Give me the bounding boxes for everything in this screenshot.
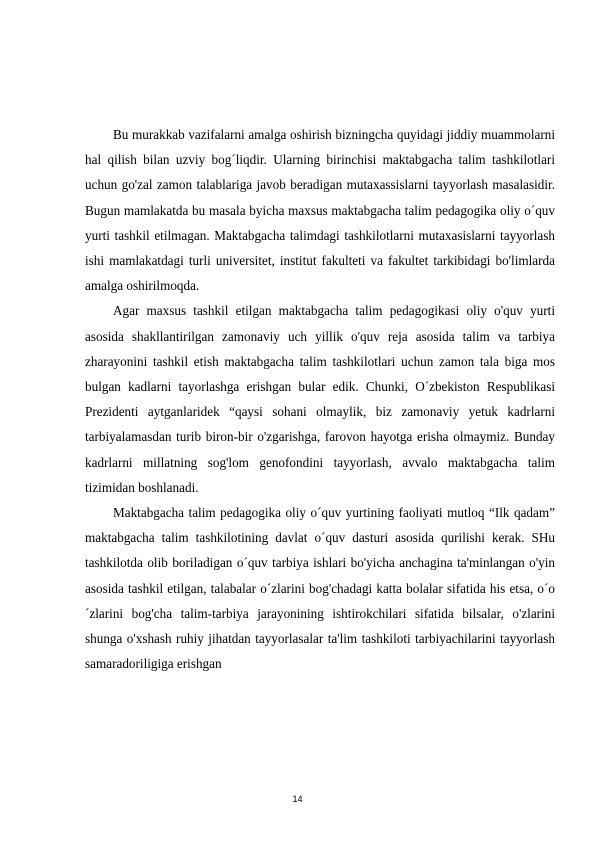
paragraph-3: Maktabgacha talim pedagogika oliy o´quv yurtining faoliyati mutloq “Ilk qadam” maktabgacha talim tashkilotining davlat o´quv dasturi asosida qurilishi kerak. SHu tashkilotda olib boriladigan o´quv tarbiya ishlari bo'yicha anchagina ta'minlangan o'yin asosida tashkil etilgan, talabalar o´zlarini bog'chadagi katta bolalar sifatida his etsa, o´o´zlarini bog'cha talim-tarbiya jarayonining ishtirokchilari sifatida bilsalar, o'zlarini shunga o'xshash ruhiy jihatdan tayyorlasalar ta'lim tashkiloti tarbiyachilarini tayyorlash samaradoriligiga erishgan — [85, 505, 555, 672]
page-number: 14 — [292, 794, 303, 804]
body-text — [85, 122, 555, 676]
paragraph-1: Bu murakkab vazifalarni amalga oshirish bizningcha quyidagi jiddiy muammolarni hal qilish bilan uzviy bog´liqdir. Ularning birinchisi maktabgacha talim tashkilotlari uchun go'zal zamon talablariga javob beradigan mutaxassislarni tayyorlash masalasidir. Bugun mamlakatda bu masala byicha maxsus maktabgacha talim pedagogika oliy o´quv yurti tashkil etilmagan. Maktabgacha talimdagi tashkilotlarni mutaxasislarni tayyorlash ishi mamlakatdagi turli universitet, institut fakulteti va fakultet tarkibidagi bo'limlarda amalga oshirilmoqda. — [85, 127, 555, 294]
paragraph-2: Agar maxsus tashkil etilgan maktabgacha talim pedagogikasi oliy o'quv yurti asosida shakllantirilgan zamonaviy uch yillik o'quv reja asosida talim va tarbiya zharayonini tashkil etish maktabgacha talim tashkilotlari uchun zamon tala biga mos bulgan kadlarni tayorlashga erishgan bular edik. Chunki, O´zbekiston Respublikasi Prezidenti aytganlaridek “qaysi sohani olmaylik, biz zamonaviy yetuk kadrlarni tarbiyalamasdan turib biron-bir o'zgarishga, farovon hayotga erisha olmaymiz. Bunday kadrlarni millatning sog'lom genofondini tayyorlash, avvalo maktabgacha talim tizimidan boshlanadi. — [85, 303, 555, 495]
